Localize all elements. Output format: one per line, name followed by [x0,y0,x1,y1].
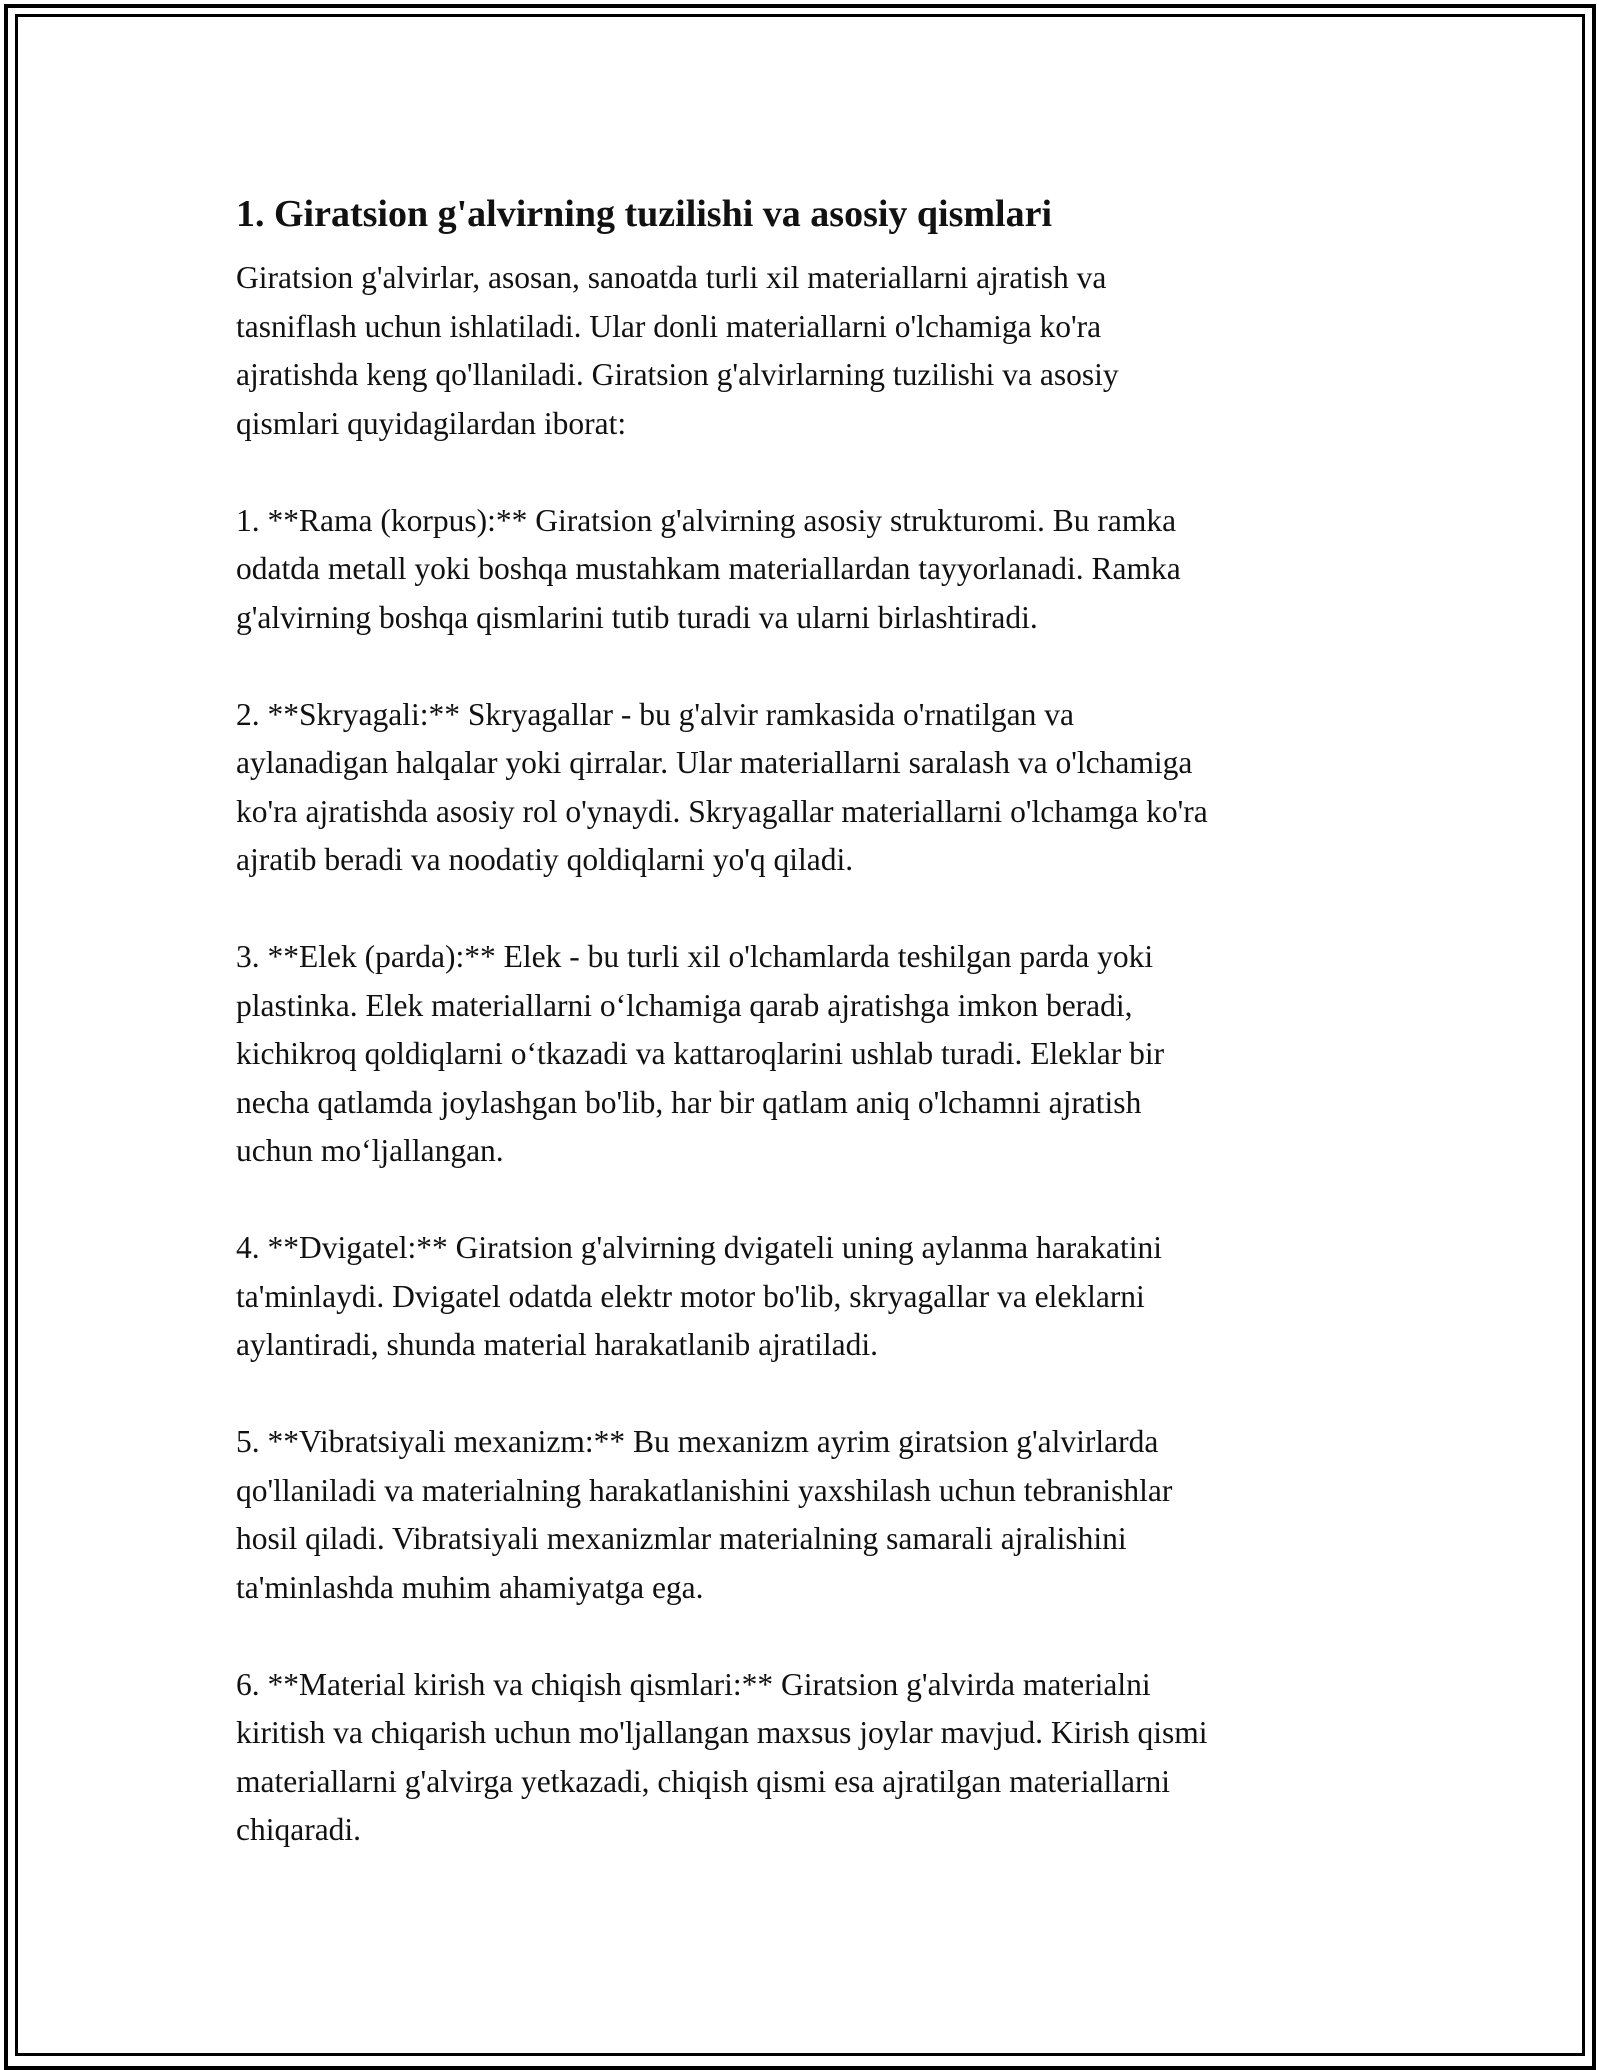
document-body [236,184,1396,1855]
item-vibratsiyali-paragraph: 5. **Vibratsiyali mexanizm:** Bu mexanizm ayrim giratsion g'alvirlarda qo'llaniladi va materialning harakatlanishini yaxshilash uchun tebranishlar hosil qiladi. Vibratsiyali mexanizmlar materialning samarali ajralishini ta'minlashda muhim ahamiyatga ega. [236,1424,1173,1605]
item-elek-paragraph: 3. **Elek (parda):** Elek - bu turli xil o'lchamlarda teshilgan parda yoki plastinka. Elek materiallarni o‘lchamiga qarab ajratishga imkon beradi, kichikroq qoldiqlarni o‘tkazadi va kattaroqlarini ushlab turadi. Eleklar bir necha qatlamda joylashgan bo'lib, har bir qatlam aniq o'lchamni ajratish uchun mo‘ljallangan. [236,939,1165,1168]
item-skryagali-paragraph: 2. **Skryagali:** Skryagallar - bu g'alvir ramkasida o'rnatilgan va aylanadigan halqalar yoki qirralar. Ular materiallarni saralash va o'lchamiga ko'ra ajratishda asosiy rol o'ynaydi. Skryagallar materiallarni o'lchamga ko'ra ajratib beradi va noodatiy qoldiqlarni yo'q qiladi. [236,696,1208,877]
item-dvigatel-paragraph: 4. **Dvigatel:** Giratsion g'alvirning dvigateli uning aylanma harakatini ta'minlaydi. Dvigatel odatda elektr motor bo'lib, skryagallar va eleklarni aylantiradi, shunda material harakatlanib ajratiladi. [236,1230,1162,1362]
item-material-kirish-paragraph: 6. **Material kirish va chiqish qismlari:** Giratsion g'alvirda materialni kiritish va chiqarish uchun mo'ljallangan maxsus joylar mavjud. Kirish qismi materiallarni g'alvirga yetkazadi, chiqish qismi esa ajratilgan materiallarni chiqaradi. [236,1666,1208,1847]
item-rama-paragraph: 1. **Rama (korpus):** Giratsion g'alvirning asosiy strukturomi. Bu ramka odatda metall yoki boshqa mustahkam materiallardan tayyorlanadi. Ramka g'alvirning boshqa qismlarini tutib turadi va ularni birlashtiradi. [236,502,1181,635]
document-title: 1. Giratsion g'alvirning tuzilishi va asosiy qismlari [236,193,1053,235]
intro-paragraph: Giratsion g'alvirlar, asosan, sanoatda turli xil materiallarni ajratish va tasniflash uchun ishlatiladi. Ular donli materiallarni o'lchamiga ko'ra ajratishda keng qo'llaniladi. Giratsion g'alvirlarning tuzilishi va asosiy qismlari quyidagilardan iborat: [236,260,1119,441]
